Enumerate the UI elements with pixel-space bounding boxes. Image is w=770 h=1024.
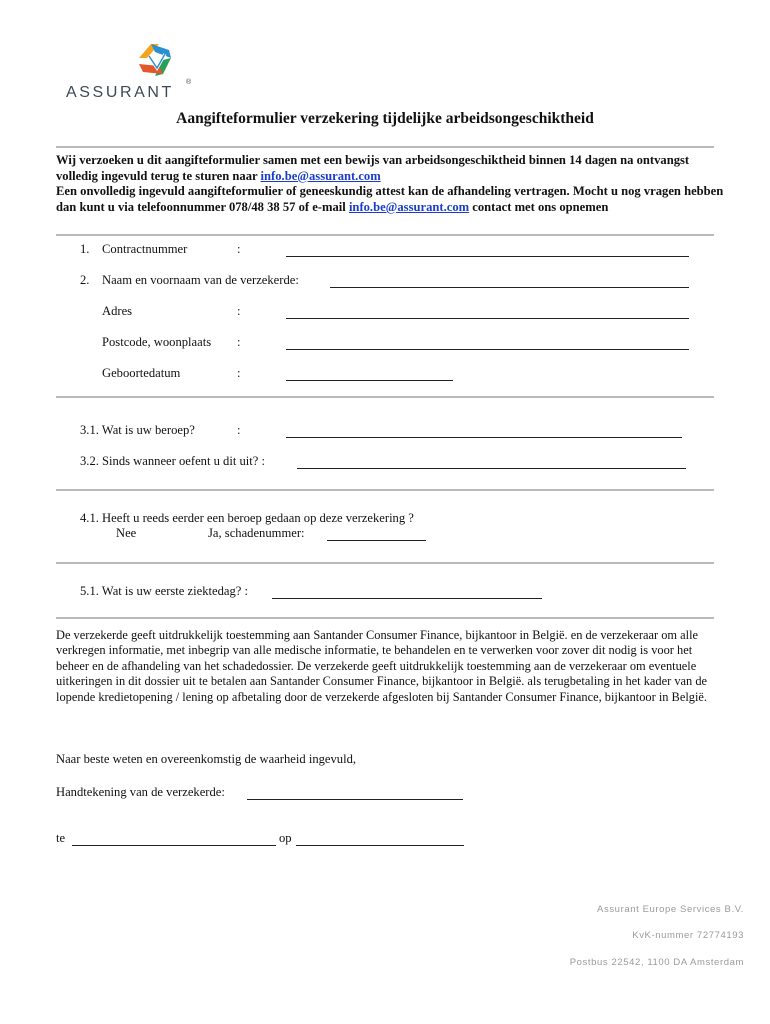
name-field[interactable] [330, 287, 689, 288]
assurant-logo-mark-icon [66, 38, 196, 82]
postcode-field[interactable] [286, 349, 689, 350]
divider-intro [56, 234, 714, 236]
q2-label: Naam en voornaam van de verzekerde: [102, 273, 299, 287]
q31-colon: : [237, 423, 241, 437]
intro-paragraph-2-end: contact met ons opnemen [469, 199, 609, 214]
address-label: Adres [102, 304, 133, 318]
logo-registered-mark: ® [186, 79, 192, 86]
q51-label: 5.1. Wat is uw eerste ziektedag? : [80, 584, 249, 598]
q1-label: Contractnummer [102, 242, 188, 256]
footer-kvk: KvK-nummer 72774193 [632, 930, 744, 941]
email-link-2[interactable]: info.be@assurant.com [348, 199, 470, 214]
footer-company: Assurant Europe Services B.V. [597, 904, 744, 915]
assurant-logo [66, 38, 196, 104]
birthdate-label: Geboortedatum [102, 366, 181, 380]
option-ja-label[interactable]: Ja, schadenummer: [208, 526, 305, 540]
signature-field[interactable] [247, 799, 463, 800]
postcode-colon: : [237, 335, 241, 349]
date-label: op [279, 831, 292, 845]
birthdate-field[interactable] [286, 380, 453, 381]
divider-top [56, 146, 714, 148]
truth-statement: Naar beste weten en overeenkomstig de waarheid ingevuld, [56, 752, 357, 766]
intro-paragraph-1: Wij verzoeken u dit aangifteformulier samen met een bewijs van arbeidsongeschiktheid binnen 14 dagen na ontvangst volledig ingevuld terug te sturen naar [56, 153, 690, 183]
option-nee[interactable]: Nee [116, 526, 137, 540]
first-sick-day-field[interactable] [272, 598, 542, 599]
address-colon: : [237, 304, 241, 318]
q1-number: 1. [80, 242, 90, 256]
intro-text [56, 153, 724, 215]
page-title: Aangifteformulier verzekering tijdelijke arbeidsongeschiktheid [176, 110, 594, 127]
email-link-1[interactable]: info.be@assurant.com [260, 168, 381, 183]
q31-label: 3.1. Wat is uw beroep? [80, 423, 195, 437]
q1-colon: : [237, 242, 241, 256]
consent-paragraph: De verzekerde geeft uitdrukkelijk toestemming aan Santander Consumer Finance, bijkantoor in België. en de verzekeraar om alle verkregen informatie, met inbegrip van alle medische informatie, te behandelen en te verwerken voor zover dit nodig is voor het beheer en de afhandeling van het schadedossier. De verzekerde geeft uitdrukkelijk toestemming aan de verzekeraar om eventuele uitkeringen in dit dossier uit te betalen aan Santander Consumer Finance, bijkantoor in België. als terugbetaling in het kader van de lopende kredietopening / lening op afbetaling door de verzekerde afgesloten bij Santander Consumer Finance, bijkantoor in België. [56, 628, 708, 704]
address-field[interactable] [286, 318, 689, 319]
intro-paragraph-2: Een onvolledig ingevuld aangifteformulier of geneeskundig attest kan de afhandeling vertragen. Mocht u nog vragen hebben dan kunt u via telefoonnummer 078/48 38 57 of e-mail [56, 184, 724, 214]
q2-number: 2. [80, 273, 90, 287]
profession-since-field[interactable] [297, 468, 686, 469]
divider-q4 [56, 562, 714, 564]
birthdate-colon: : [237, 366, 241, 380]
date-field[interactable] [296, 845, 464, 846]
profession-field[interactable] [286, 437, 682, 438]
claim-number-field[interactable] [327, 540, 426, 541]
divider-q2 [56, 396, 714, 398]
logo-wordmark: ASSURANT [66, 84, 174, 101]
contract-number-field[interactable] [286, 256, 689, 257]
place-field[interactable] [72, 845, 276, 846]
q32-label: 3.2. Sinds wanneer oefent u dit uit? : [80, 454, 266, 468]
footer-address: Postbus 22542, 1100 DA Amsterdam [569, 957, 744, 968]
divider-q5 [56, 617, 714, 619]
divider-q3 [56, 489, 714, 491]
q41-label: 4.1. Heeft u reeds eerder een beroep gedaan op deze verzekering ? [80, 511, 414, 525]
signature-label: Handtekening van de verzekerde: [56, 785, 225, 799]
place-label: te [56, 831, 66, 845]
postcode-label: Postcode, woonplaats [102, 335, 212, 349]
